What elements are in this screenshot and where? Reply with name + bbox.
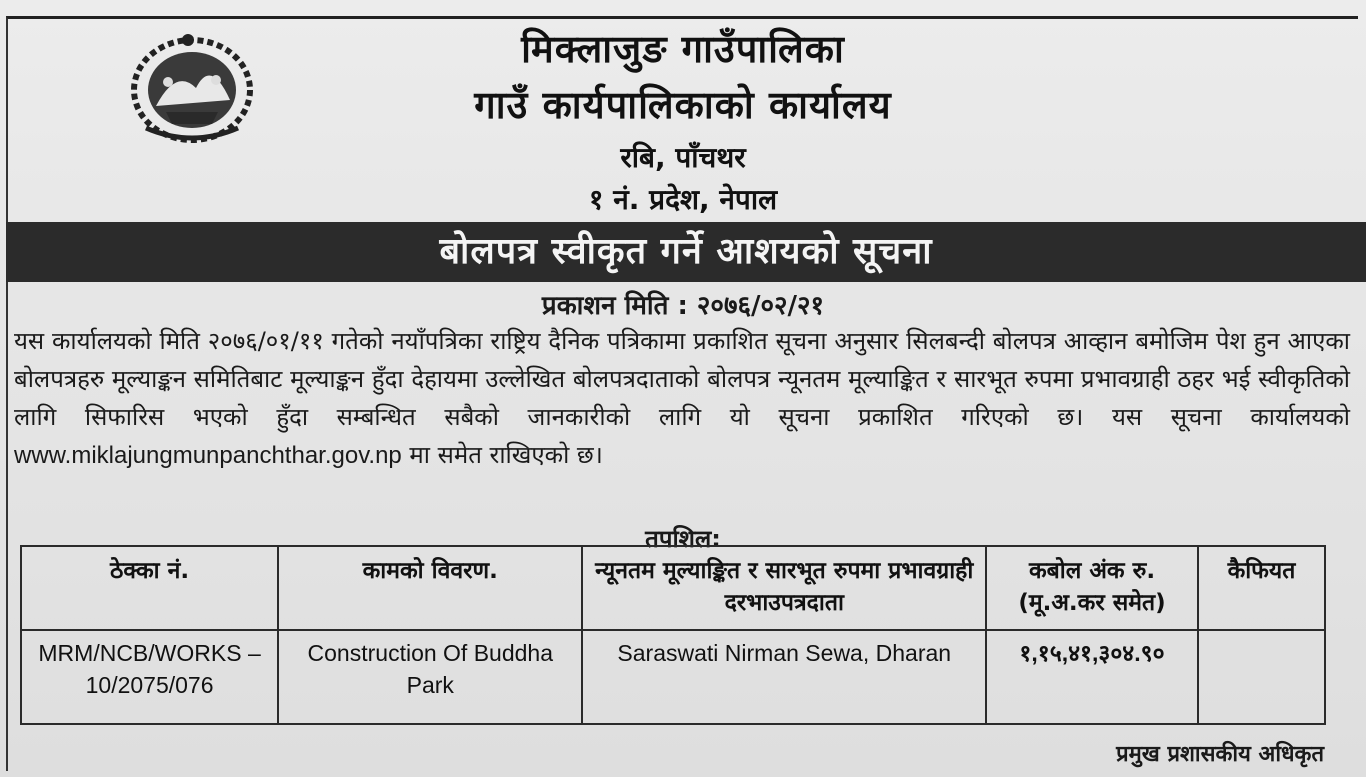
notice-body-part1: यस कार्यालयको मिति २०७६/०१/११ गतेको नयाँपत्रिका राष्ट्रिय दैनिक पत्रिकामा प्रकाशित सूचना अनुसार सिलबन्दी बोलपत्र आव्हान बमोजिम पेश हुन आएका बोलपत्रहरु मूल्याङ्कन समितिबाट मूल्याङ्कन हुँदा देहायमा उल्लेखित बोलपत्रदाताको बोलपत्र न्यूनतम मूल्याङ्कित र सारभूत रुपमा प्रभावग्राही ठहर भई स्वीकृतिको लागि सिफारिस भएको हुँदा सम्बन्धित सबैको जानकारीको लागि यो सूचना प्रकाशित गरिएको छ। यस सूचना कार्यालयको [14,327,1350,431]
notice-body [14,322,1350,475]
office-province: १ नं. प्रदेश, नेपाल [588,183,778,216]
header-remarks: कैफियत [1198,546,1325,630]
office-name: मिक्लाजुङ गाउँपालिका [521,27,845,71]
notice-title: बोलपत्र स्वीकृत गर्ने आशयको सूचना [6,222,1366,282]
publication-date: प्रकाशन मिति : २०७६/०२/२१ [541,291,825,321]
cell-work-description: Construction Of Buddha Park [278,630,582,724]
table-header-row [21,546,1325,630]
header-work-description: कामको विवरण. [278,546,582,630]
cell-remarks [1198,630,1325,724]
cell-contract-no: MRM/NCB/WORKS – 10/2075/076 [21,630,278,724]
header-contract-no: ठेक्का नं. [21,546,278,630]
header-bidder: न्यूनतम मूल्याङ्कित र सारभूत रुपमा प्रभावग्राही दरभाउपत्रदाता [582,546,986,630]
tender-table [20,545,1326,725]
table-row [21,630,1325,724]
cell-bidder: Saraswati Nirman Sewa, Dharan [582,630,986,724]
office-subtitle: गाउँ कार्यपालिकाको कार्यालय [474,83,892,127]
schedule-label: तपशिल: [645,525,721,553]
cell-bid-amount: १,१५,४१,३०४.९० [986,630,1198,724]
notice-website-link[interactable]: www.miklajungmunpanchthar.gov.np [14,442,402,469]
office-location: रबि, पाँचथर [620,141,746,174]
signoff-title: प्रमुख प्रशासकीय अधिकृत [1116,742,1324,767]
header-bid-amount: कबोल अंक रु. (मू.अ.कर समेत) [986,546,1198,630]
notice-body-part2: मा समेत राखिएको छ। [409,441,603,469]
